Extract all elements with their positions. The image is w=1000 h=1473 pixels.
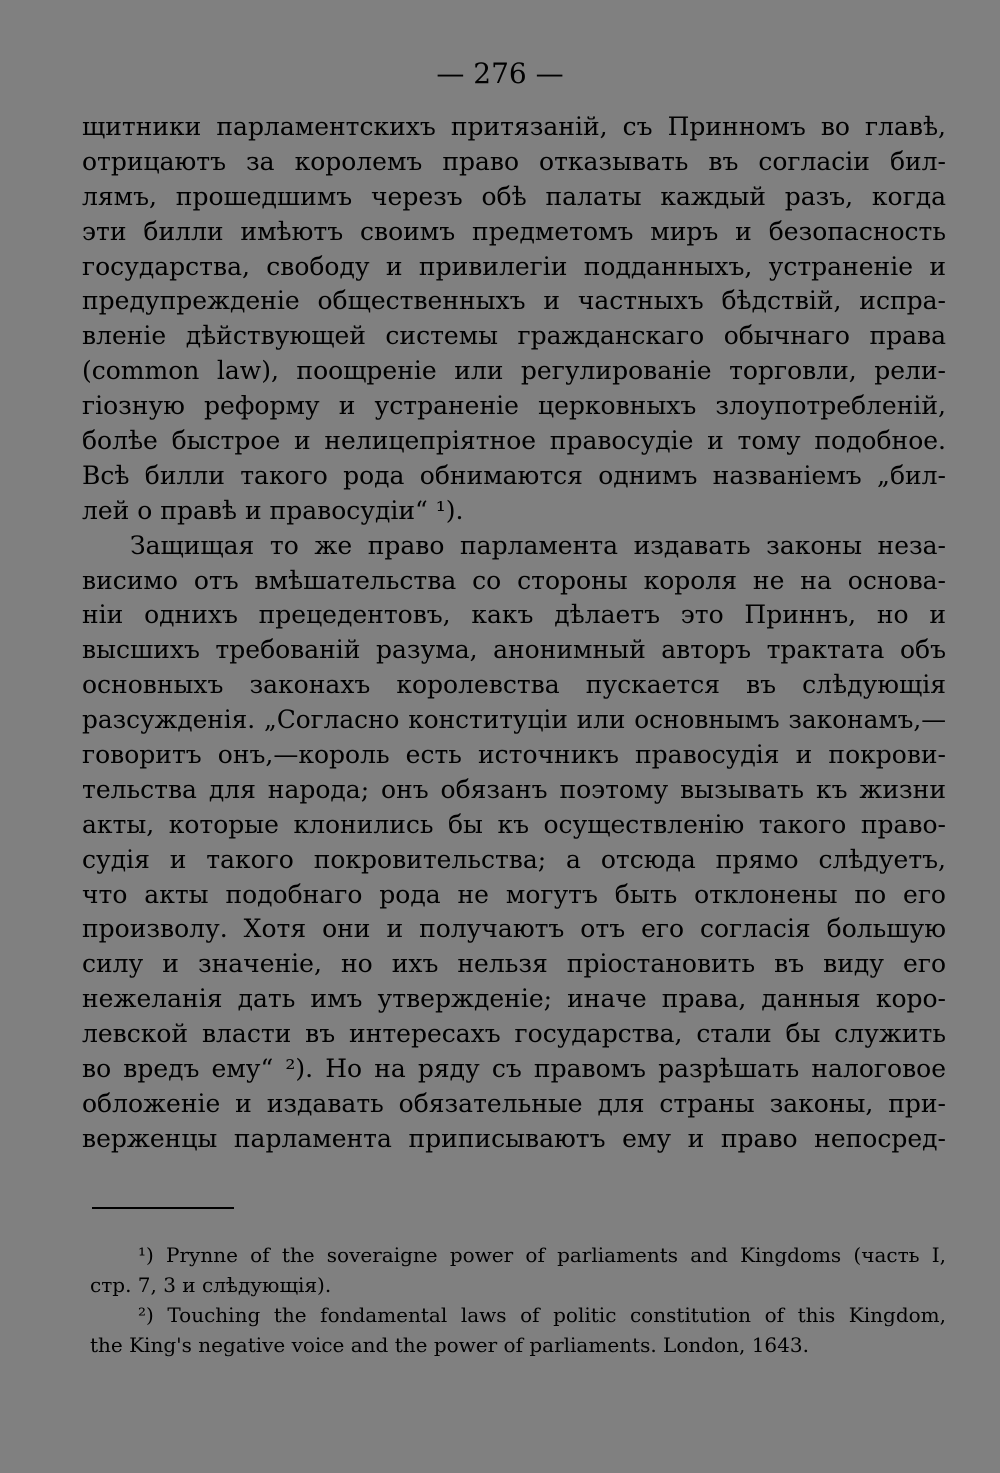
text-line: верженцы парламента приписываютъ ему и право непосред-	[82, 1123, 946, 1153]
page-number: — 276 —	[436, 57, 564, 90]
footnote-line: стр. 7, 3 и слѣдующія).	[90, 1273, 332, 1297]
text-line: левской власти въ интересахъ государства, стали бы служить	[82, 1019, 946, 1049]
text-line: судія и такого покровительства; а отсюда прямо слѣдуетъ,	[82, 844, 946, 874]
text-line: Защищая то же право парламента издавать законы неза-	[130, 530, 946, 560]
text-line: гіозную реформу и устраненіе церковныхъ злоупотребленій,	[82, 391, 946, 421]
footnote-line: ¹) Prynne of the soveraigne power of parliaments and Kingdoms (часть I,	[138, 1243, 946, 1267]
text-line: произволу. Хотя они и получаютъ отъ его согласія большую	[82, 914, 946, 944]
text-line: силу и значеніе, но ихъ нельзя пріостановить въ виду его	[82, 949, 946, 979]
footnote-line: ²) Touching the fondamental laws of politic constitution of this Kingdom,	[138, 1303, 946, 1327]
text-line: высшихъ требованій разума, анонимный авторъ трактата объ	[82, 635, 946, 665]
text-line: разсужденія. „Согласно конституціи или основнымъ законамъ,—	[82, 705, 946, 735]
text-line: отрицаютъ за королемъ право отказывать въ согласіи бил-	[82, 146, 946, 176]
text-line: что акты подобнаго рода не могутъ быть отклонены по его	[82, 879, 946, 909]
footnote-divider	[92, 1207, 234, 1209]
body-text	[82, 110, 946, 1157]
text-line: болѣе быстрое и нелицепріятное правосудіе и тому подобное.	[82, 426, 946, 456]
footnotes	[90, 1240, 946, 1360]
text-line: тельства для народа; онъ обязанъ поэтому вызывать къ жизни	[82, 774, 946, 804]
text-line: предупрежденіе общественныхъ и частныхъ бѣдствій, испра-	[82, 286, 946, 316]
text-line: ніи однихъ прецедентовъ, какъ дѣлаетъ это Приннъ, но и	[82, 600, 946, 630]
text-line: Всѣ билли такого рода обнимаются однимъ названіемъ „бил-	[82, 460, 946, 490]
text-line: щитники парламентскихъ притязаній, съ Принномъ во главѣ,	[82, 112, 946, 141]
text-line: основныхъ законахъ королевства пускается въ слѣдующія	[82, 670, 946, 700]
text-line: эти билли имѣютъ своимъ предметомъ миръ и безопасность	[82, 216, 946, 246]
text-line: обложеніе и издавать обязательные для страны законы, при-	[82, 1088, 946, 1118]
text-line: говоритъ онъ,—король есть источникъ правосудія и покрови-	[82, 740, 946, 770]
text-line: вленіе дѣйствующей системы гражданскаго обычнаго права	[82, 321, 946, 351]
text-line: акты, которые клонились бы къ осуществленію такого право-	[82, 809, 946, 839]
text-line: лямъ, прошедшимъ черезъ обѣ палаты каждый разъ, когда	[82, 181, 946, 211]
text-line: (common law), поощреніе или регулированіе торговли, рели-	[82, 356, 946, 386]
text-line: висимо отъ вмѣшательства со стороны короля не на основа-	[82, 565, 946, 595]
text-line: нежеланія дать имъ утвержденіе; иначе права, данныя коро-	[82, 984, 946, 1014]
footnote-line: the King's negative voice and the power of parliaments. London, 1643.	[90, 1333, 809, 1357]
text-line: лей о правѣ и правосудіи“ ¹).	[82, 495, 464, 525]
text-line: во вредъ ему“ ²). Но на ряду съ правомъ разрѣшать налоговое	[82, 1054, 946, 1084]
text-line: государства, свободу и привилегіи подданныхъ, устраненіе и	[82, 251, 946, 281]
